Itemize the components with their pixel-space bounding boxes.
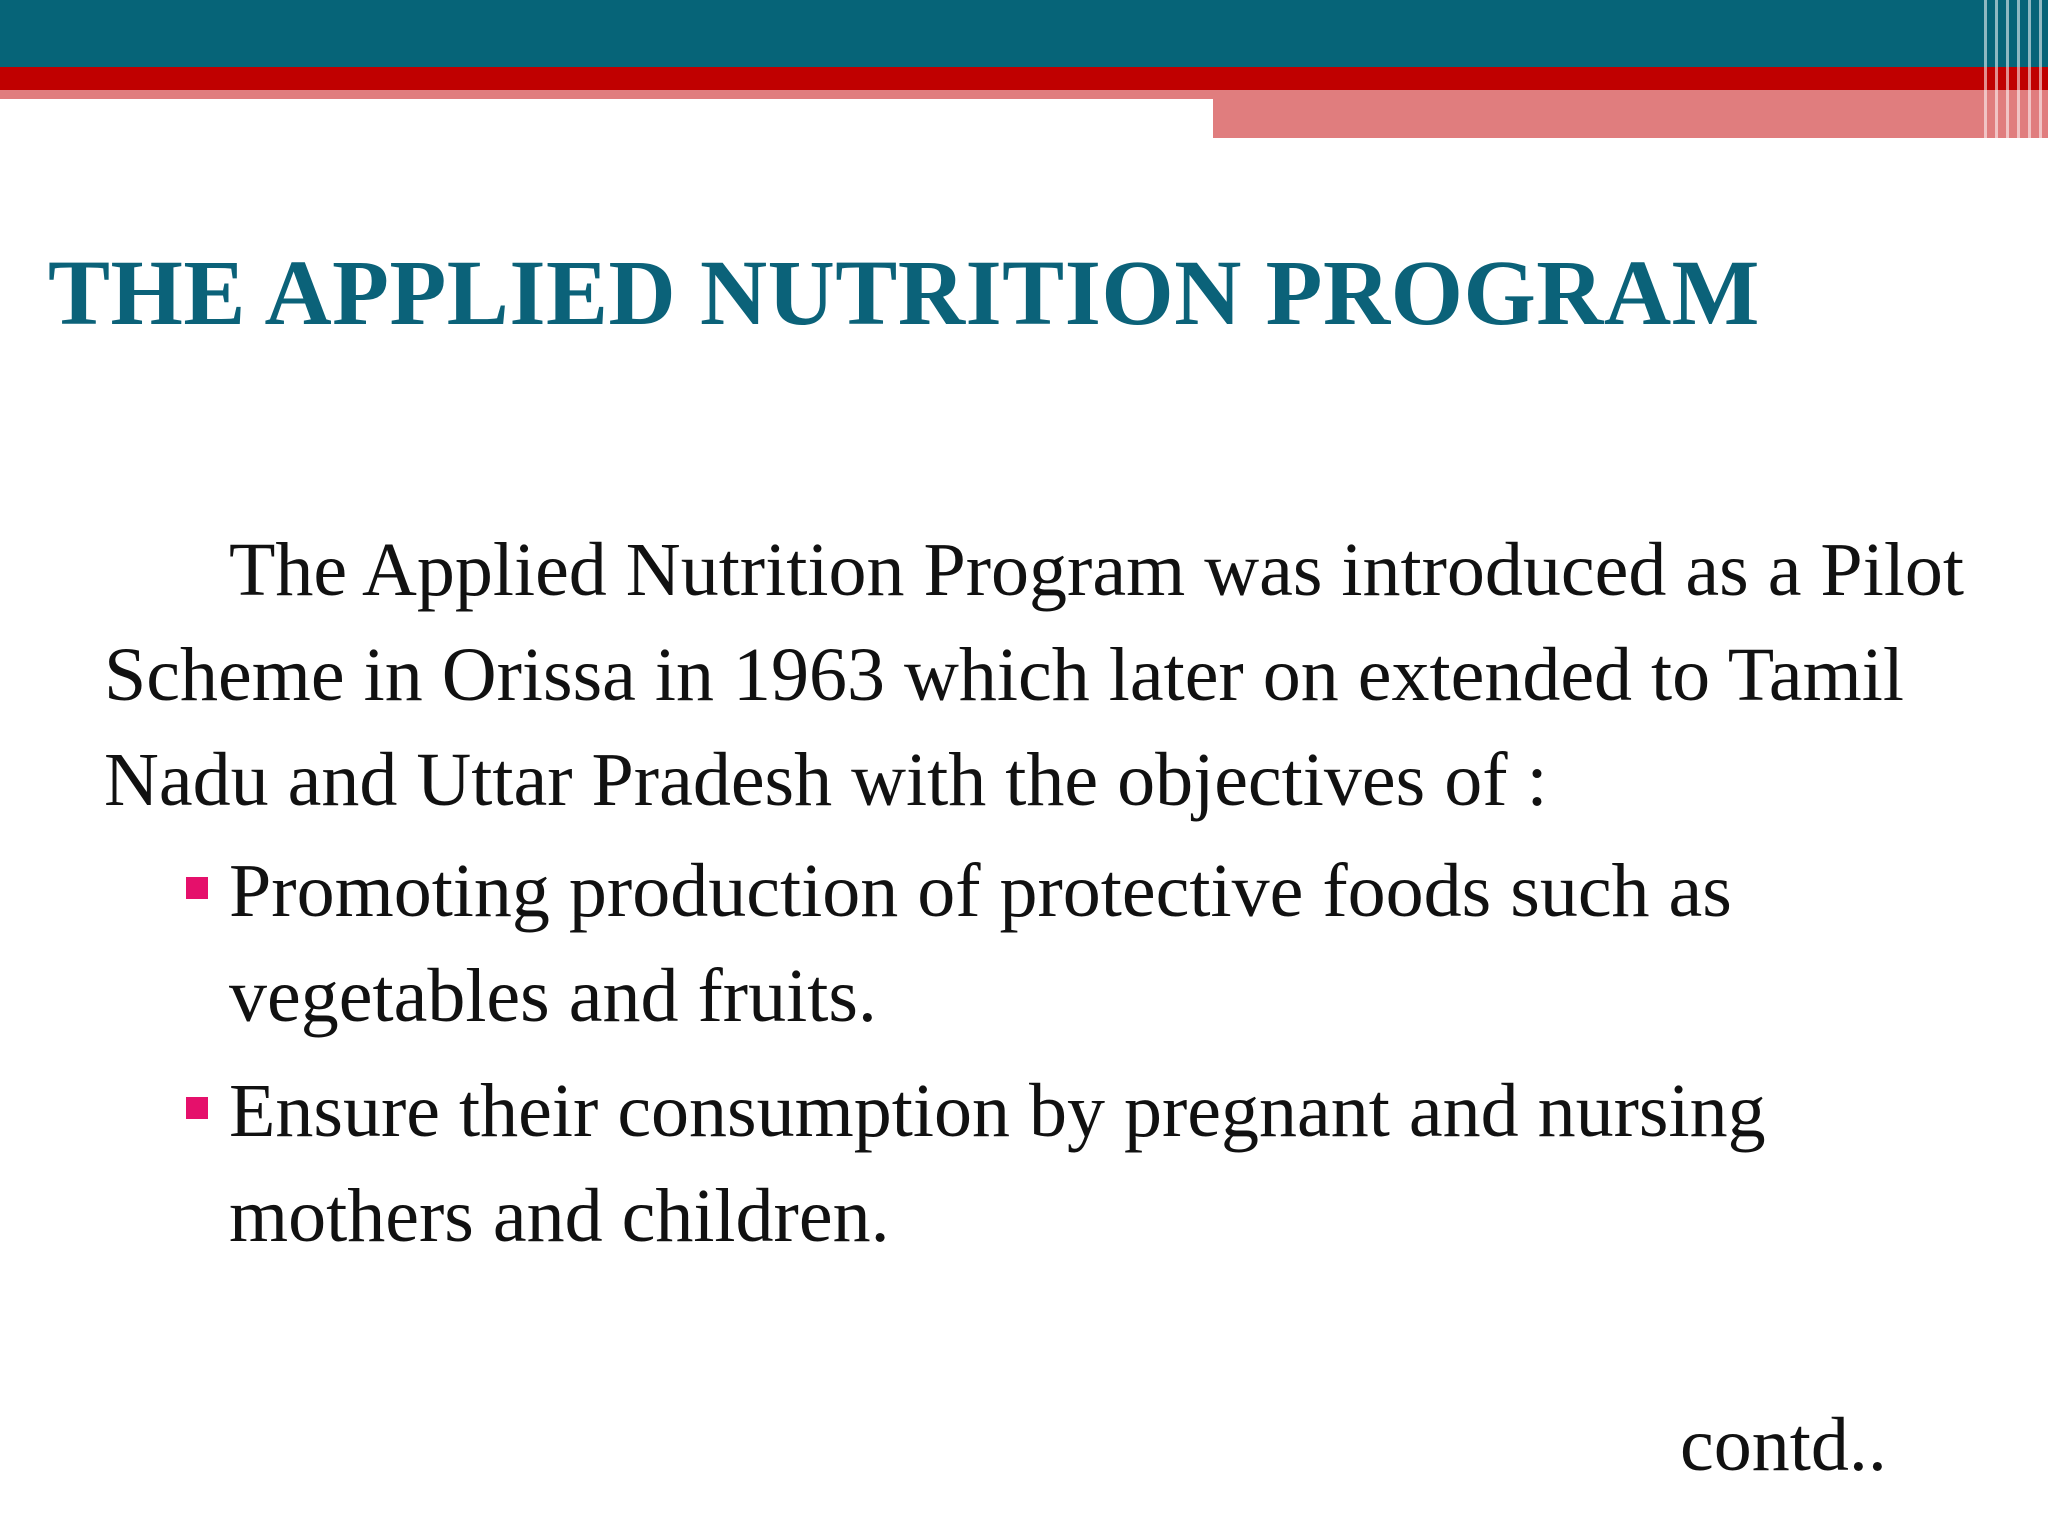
objectives-list	[104, 839, 2024, 1269]
header-stripes-decoration	[1976, 0, 2048, 138]
header-band-red	[0, 67, 2048, 90]
continued-label: contd..	[1680, 1403, 1887, 1487]
square-bullet-icon	[186, 1097, 208, 1119]
square-bullet-icon	[186, 877, 208, 899]
slide-title: THE APPLIED NUTRITION PROGRAM	[48, 242, 1760, 345]
header-band-teal	[0, 0, 2048, 67]
objective-item	[104, 839, 2004, 1049]
header-band-pink-left	[0, 90, 1213, 99]
slide-content	[104, 518, 2024, 1279]
intro-paragraph: The Applied Nutrition Program was introduced as a Pilot Scheme in Orissa in 1963 which later on extended to Tamil Nadu and Uttar Pradesh with the objectives of :	[104, 528, 1965, 822]
objective-text: Promoting production of protective foods such as vegetables and fruits.	[229, 849, 1732, 1038]
objective-item	[104, 1059, 2004, 1269]
objective-text: Ensure their consumption by pregnant and nursing mothers and children.	[229, 1069, 1766, 1258]
header-band-pink-right	[1213, 90, 2048, 138]
